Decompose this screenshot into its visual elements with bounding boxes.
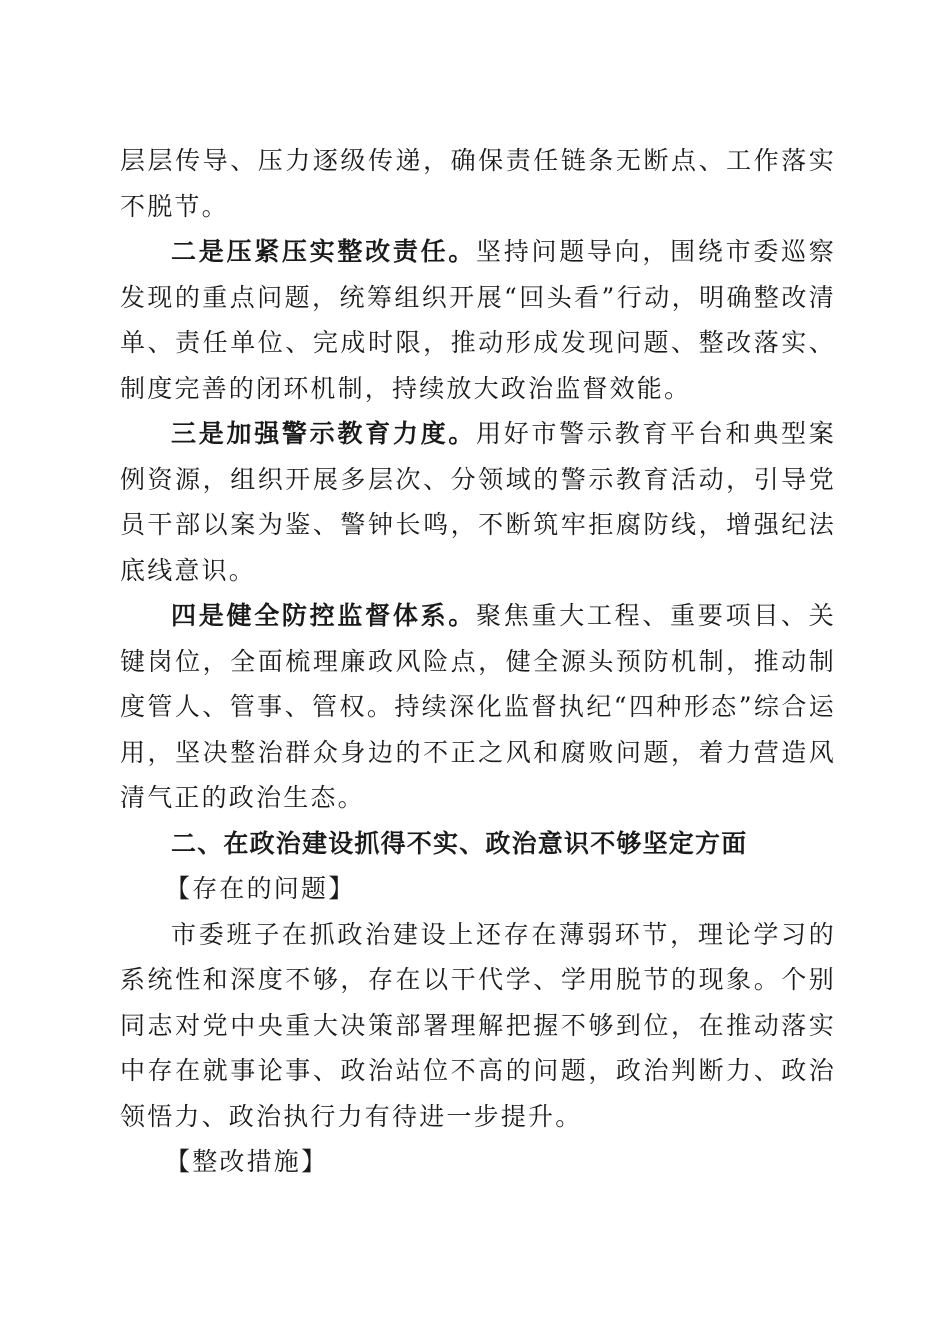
document-body (120, 138, 836, 1185)
paragraph-continuation: 层层传导、压力逐级传递，确保责任链条无断点、工作落实不脱节。 (120, 146, 836, 221)
item-2-lead: 二是压紧压实整改责任。 (171, 237, 477, 266)
measures-label: 【整改措施】 (165, 1147, 329, 1176)
problems-label: 【存在的问题】 (165, 874, 356, 903)
paragraph-item-2 (120, 229, 836, 411)
item-4-lead: 四是健全防控监督体系。 (171, 601, 477, 630)
item-3-lead: 三是加强警示教育力度。 (171, 419, 477, 448)
item-2-body: 坚持问题导向，围绕市委巡察发现的重点问题，统筹组织开展“回头看”行动，明确整改清单、责任单位、完成时限，推动形成发现问题、整改落实、制度完善的闭环机制，持续放大政治监督效能。 (120, 237, 836, 403)
paragraph-item-4 (120, 593, 836, 821)
item-3-body: 用好市警示教育平台和典型案例资源，组织开展多层次、分领域的警示教育活动，引导党员干部以案为鉴、警钟长鸣，不断筑牢拒腐防线，增强纪法底线意识。 (120, 419, 836, 585)
section-heading: 二、在政治建设抓得不实、政治意识不够坚定方面 (171, 828, 748, 858)
item-4-body: 聚焦重大工程、重要项目、关键岗位，全面梳理廉政风险点，健全源头预防机制，推动制度管人、管事、管权。持续深化监督执纪“四种形态”综合运用，坚决整治群众身边的不正之风和腐败问题，着力营造风清气正的政治生态。 (120, 601, 836, 812)
paragraph-item-3 (120, 411, 836, 593)
problems-paragraph: 市委班子在抓政治建设上还存在薄弱环节，理论学习的系统性和深度不够，存在以干代学、学用脱节的现象。个别同志对党中央重大决策部署理解把握不够到位，在推动落实中存在就事论事、政治站位不高的问题，政治判断力、政治领悟力、政治执行力有待进一步提升。 (120, 919, 836, 1131)
